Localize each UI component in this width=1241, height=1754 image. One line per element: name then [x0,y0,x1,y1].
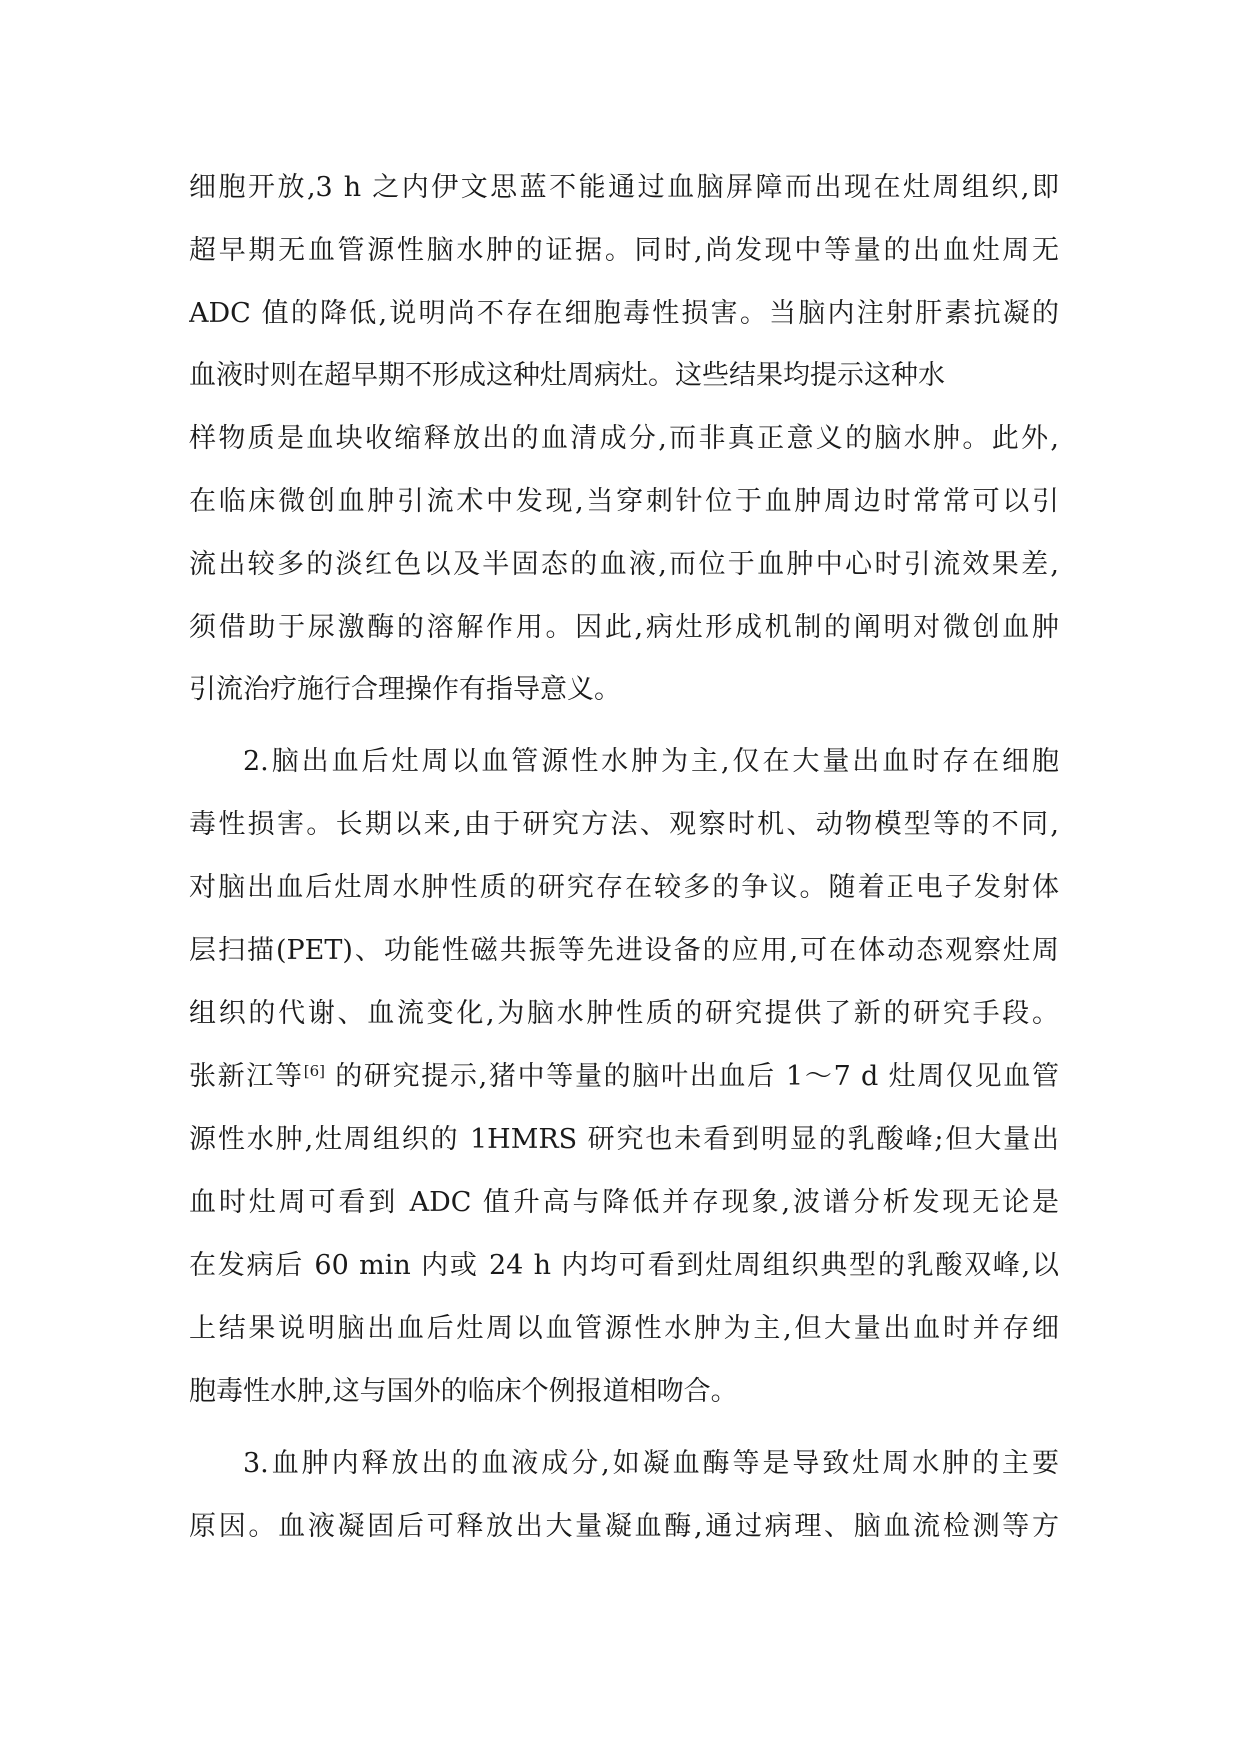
text-line: 须借助于尿激酶的溶解作用。因此,病灶形成机制的阐明对微创血肿 [189,612,1059,643]
text-line: 层扫描(PET)、功能性磁共振等先进设备的应用,可在体动态观察灶周 [189,935,1059,966]
text-line: 样物质是血块收缩释放出的血清成分,而非真正意义的脑水肿。此外, [189,423,1059,454]
text-line: 原因。血液凝固后可释放出大量凝血酶,通过病理、脑血流检测等方 [189,1511,1059,1542]
text-line: 3.血肿内释放出的血液成分,如凝血酶等是导致灶周水肿的主要 [243,1448,1059,1479]
text-line: 血液时则在超早期不形成这种灶周病灶。这些结果均提示这种水 [189,360,945,391]
text-segment: 张新江等 [189,1061,304,1092]
text-line: 组织的代谢、血流变化,为脑水肿性质的研究提供了新的研究手段。 [189,998,1059,1029]
text-line: 在临床微创血肿引流术中发现,当穿刺针位于血肿周边时常常可以引 [189,486,1059,517]
citation-reference: [6] [303,1062,325,1080]
text-line: 血时灶周可看到 ADC 值升高与降低并存现象,波谱分析发现无论是 [189,1187,1059,1218]
text-line: 超早期无血管源性脑水肿的证据。同时,尚发现中等量的出血灶周无 [189,235,1059,266]
text-line: 2.脑出血后灶周以血管源性水肿为主,仅在大量出血时存在细胞 [243,746,1059,777]
text-line: 引流治疗施行合理操作有指导意义。 [189,674,621,705]
text-line: 上结果说明脑出血后灶周以血管源性水肿为主,但大量出血时并存细 [189,1313,1059,1344]
text-line: 流出较多的淡红色以及半固态的血液,而位于血肿中心时引流效果差, [189,549,1059,580]
text-line: 在发病后 60 min 内或 24 h 内均可看到灶周组织典型的乳酸双峰,以 [189,1250,1059,1281]
text-line-with-citation [189,1057,1059,1097]
text-line: 胞毒性水肿,这与国外的临床个例报道相吻合。 [189,1376,738,1407]
text-line: 毒性损害。长期以来,由于研究方法、观察时机、动物模型等的不同, [189,809,1059,840]
text-line: 源性水肿,灶周组织的 1HMRS 研究也未看到明显的乳酸峰;但大量出 [189,1124,1059,1155]
text-segment: 的研究提示,猪中等量的脑叶出血后 1～7 d 灶周仅见血管 [324,1061,1059,1092]
text-line: ADC 值的降低,说明尚不存在细胞毒性损害。当脑内注射肝素抗凝的 [189,298,1059,329]
text-line: 对脑出血后灶周水肿性质的研究存在较多的争议。随着正电子发射体 [189,872,1059,903]
text-line: 细胞开放,3 h 之内伊文思蓝不能通过血脑屏障而出现在灶周组织,即 [189,172,1059,203]
